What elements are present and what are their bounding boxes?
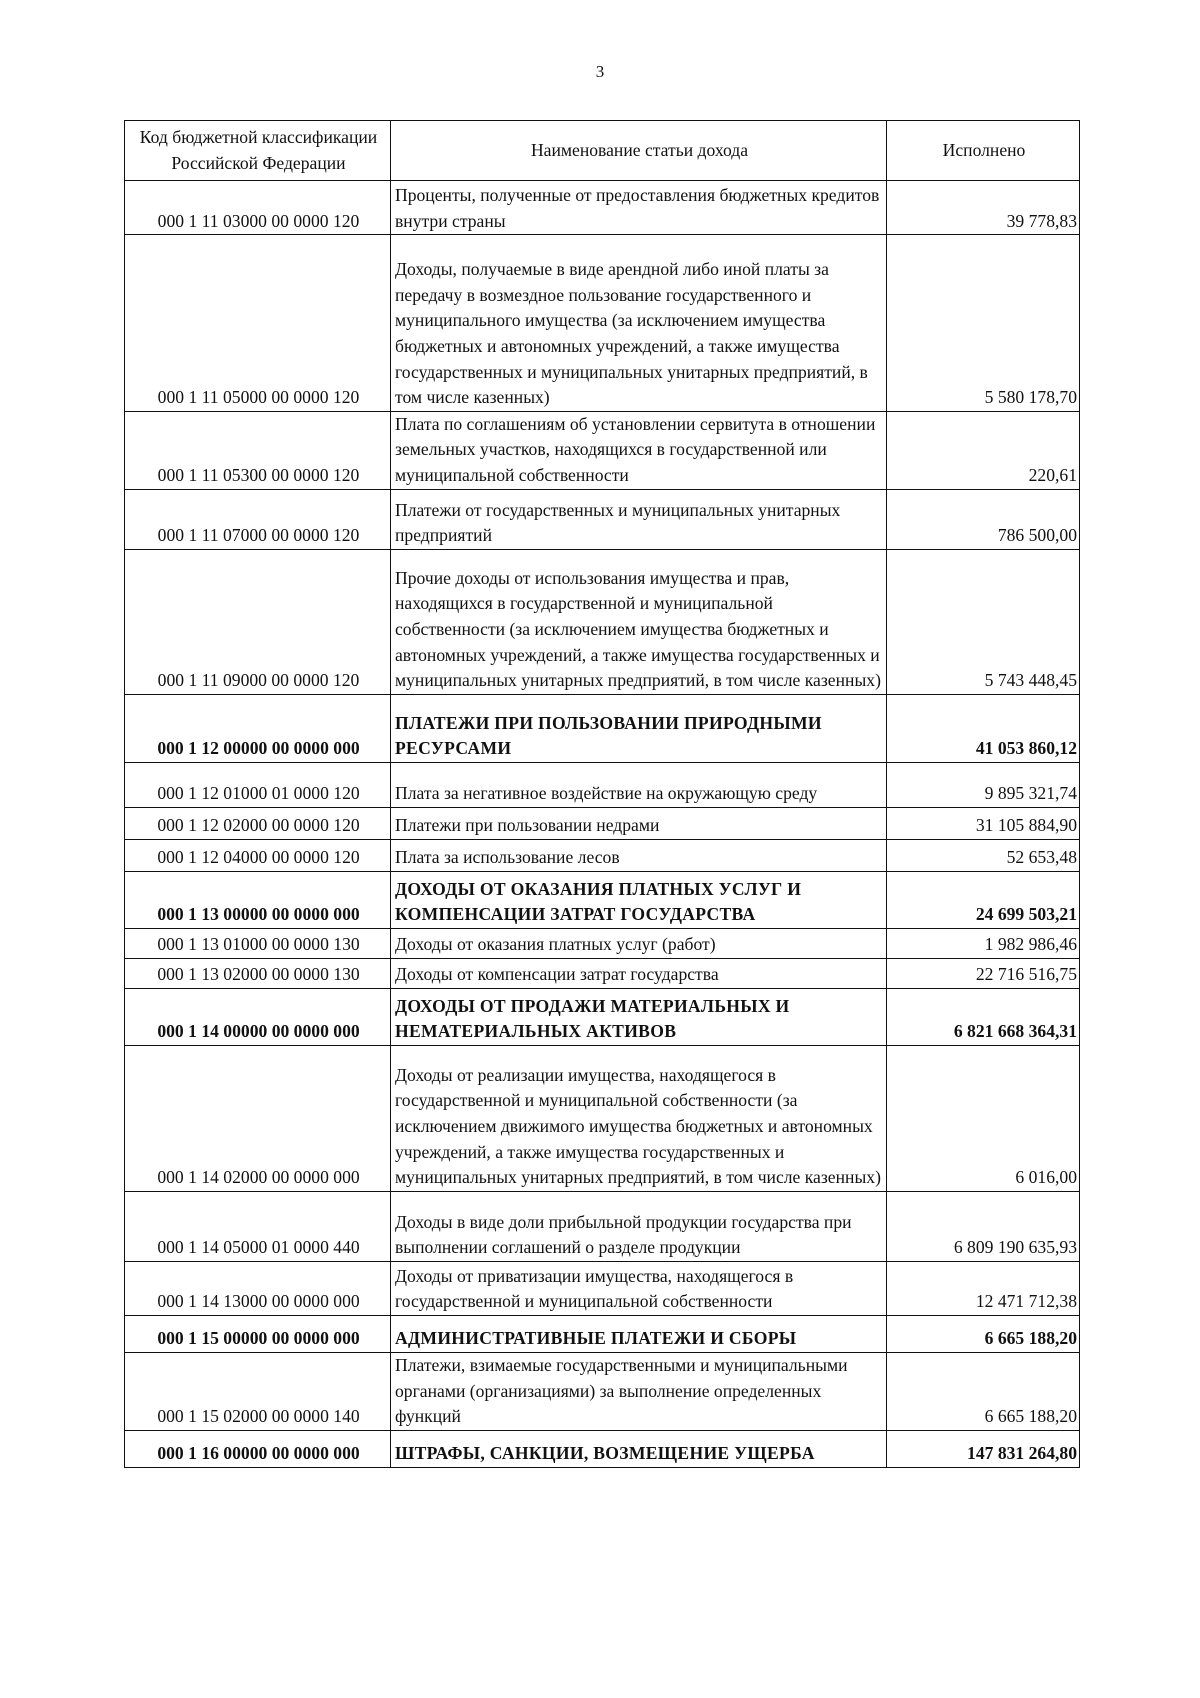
table-row xyxy=(125,928,1080,958)
table-row xyxy=(125,839,1080,871)
row-code: 000 1 15 02000 00 0000 140 xyxy=(125,1352,391,1430)
row-name: Прочие доходы от использования имущества и прав, находящихся в государственной и муниципальной собственности (за исключением имущества бюджетных и автономных учреждений, а также имущества государственных и муниципальных унитарных предприятий, в том числе казенных) xyxy=(391,549,887,694)
row-name: АДМИНИСТРАТИВНЫЕ ПЛАТЕЖИ И СБОРЫ xyxy=(391,1315,887,1352)
row-name: Плата за использование лесов xyxy=(391,839,887,871)
row-name: Платежи, взимаемые государственными и муниципальными органами (организациями) за выполнение определенных функций xyxy=(391,1352,887,1430)
row-name: ПЛАТЕЖИ ПРИ ПОЛЬЗОВАНИИ ПРИРОДНЫМИ РЕСУРСАМИ xyxy=(391,694,887,762)
table-row xyxy=(125,1315,1080,1352)
row-code: 000 1 13 02000 00 0000 130 xyxy=(125,958,391,988)
row-value: 6 665 188,20 xyxy=(887,1315,1080,1352)
row-name: Доходы от оказания платных услуг (работ) xyxy=(391,928,887,958)
header-code: Код бюджетной классификации Российской Федерации xyxy=(125,121,391,181)
row-value: 52 653,48 xyxy=(887,839,1080,871)
row-code: 000 1 15 00000 00 0000 000 xyxy=(125,1315,391,1352)
table-header-row xyxy=(125,121,1080,181)
row-code: 000 1 14 13000 00 0000 000 xyxy=(125,1261,391,1315)
table-row xyxy=(125,694,1080,762)
row-value: 6 016,00 xyxy=(887,1045,1080,1191)
table-row xyxy=(125,181,1080,235)
row-code: 000 1 12 01000 01 0000 120 xyxy=(125,762,391,807)
row-value: 22 716 516,75 xyxy=(887,958,1080,988)
row-name: Доходы в виде доли прибыльной продукции государства при выполнении соглашений о разделе продукции xyxy=(391,1191,887,1261)
row-value: 1 982 986,46 xyxy=(887,928,1080,958)
header-name: Наименование статьи дохода xyxy=(391,121,887,181)
row-value: 147 831 264,80 xyxy=(887,1430,1080,1467)
row-code: 000 1 11 07000 00 0000 120 xyxy=(125,489,391,549)
row-value: 5 743 448,45 xyxy=(887,549,1080,694)
row-value: 6 665 188,20 xyxy=(887,1352,1080,1430)
row-name: Плата по соглашениям об установлении сервитута в отношении земельных участков, находящихся в государственной или муниципальной собственности xyxy=(391,411,887,489)
table-row xyxy=(125,1261,1080,1315)
row-code: 000 1 11 09000 00 0000 120 xyxy=(125,549,391,694)
row-name: ШТРАФЫ, САНКЦИИ, ВОЗМЕЩЕНИЕ УЩЕРБА xyxy=(391,1430,887,1467)
row-value: 12 471 712,38 xyxy=(887,1261,1080,1315)
table-row xyxy=(125,235,1080,412)
row-value: 5 580 178,70 xyxy=(887,235,1080,412)
row-code: 000 1 12 00000 00 0000 000 xyxy=(125,694,391,762)
row-value: 39 778,83 xyxy=(887,181,1080,235)
row-code: 000 1 11 03000 00 0000 120 xyxy=(125,181,391,235)
row-value: 220,61 xyxy=(887,411,1080,489)
row-value: 41 053 860,12 xyxy=(887,694,1080,762)
row-code: 000 1 14 00000 00 0000 000 xyxy=(125,988,391,1045)
row-name: Плата за негативное воздействие на окружающую среду xyxy=(391,762,887,807)
row-name: Платежи при пользовании недрами xyxy=(391,807,887,839)
table-row xyxy=(125,871,1080,928)
header-executed: Исполнено xyxy=(887,121,1080,181)
table-row xyxy=(125,762,1080,807)
row-code: 000 1 12 02000 00 0000 120 xyxy=(125,807,391,839)
row-value: 6 821 668 364,31 xyxy=(887,988,1080,1045)
table-row xyxy=(125,411,1080,489)
row-code: 000 1 11 05300 00 0000 120 xyxy=(125,411,391,489)
row-code: 000 1 12 04000 00 0000 120 xyxy=(125,839,391,871)
row-name: Платежи от государственных и муниципальных унитарных предприятий xyxy=(391,489,887,549)
row-code: 000 1 14 05000 01 0000 440 xyxy=(125,1191,391,1261)
row-value: 6 809 190 635,93 xyxy=(887,1191,1080,1261)
row-code: 000 1 13 00000 00 0000 000 xyxy=(125,871,391,928)
row-code: 000 1 11 05000 00 0000 120 xyxy=(125,235,391,412)
table-row xyxy=(125,1045,1080,1191)
row-name: Доходы от компенсации затрат государства xyxy=(391,958,887,988)
table-row xyxy=(125,549,1080,694)
row-name: Проценты, полученные от предоставления бюджетных кредитов внутри страны xyxy=(391,181,887,235)
row-value: 24 699 503,21 xyxy=(887,871,1080,928)
row-name: Доходы от приватизации имущества, находящегося в государственной и муниципальной собственности xyxy=(391,1261,887,1315)
row-value: 786 500,00 xyxy=(887,489,1080,549)
row-value: 9 895 321,74 xyxy=(887,762,1080,807)
table-row xyxy=(125,1430,1080,1467)
table-row xyxy=(125,489,1080,549)
row-name: ДОХОДЫ ОТ ОКАЗАНИЯ ПЛАТНЫХ УСЛУГ И КОМПЕНСАЦИИ ЗАТРАТ ГОСУДАРСТВА xyxy=(391,871,887,928)
row-name: Доходы, получаемые в виде арендной либо иной платы за передачу в возмездное пользование государственного и муниципального имущества (за исключением имущества бюджетных и автономных учреждений, а также имущества государственных и муниципальных унитарных предприятий, в том числе казенных) xyxy=(391,235,887,412)
row-code: 000 1 16 00000 00 0000 000 xyxy=(125,1430,391,1467)
table-row xyxy=(125,807,1080,839)
table-row xyxy=(125,958,1080,988)
page-number: 3 xyxy=(595,62,605,81)
income-table xyxy=(124,120,1080,1468)
row-value: 31 105 884,90 xyxy=(887,807,1080,839)
table-row xyxy=(125,1191,1080,1261)
row-name: ДОХОДЫ ОТ ПРОДАЖИ МАТЕРИАЛЬНЫХ И НЕМАТЕРИАЛЬНЫХ АКТИВОВ xyxy=(391,988,887,1045)
table-row xyxy=(125,1352,1080,1430)
row-code: 000 1 13 01000 00 0000 130 xyxy=(125,928,391,958)
table-row xyxy=(125,988,1080,1045)
row-name: Доходы от реализации имущества, находящегося в государственной и муниципальной собственности (за исключением движимого имущества бюджетных и автономных учреждений, а также имущества государственных и муниципальных унитарных предприятий, в том числе казенных) xyxy=(391,1045,887,1191)
row-code: 000 1 14 02000 00 0000 000 xyxy=(125,1045,391,1191)
